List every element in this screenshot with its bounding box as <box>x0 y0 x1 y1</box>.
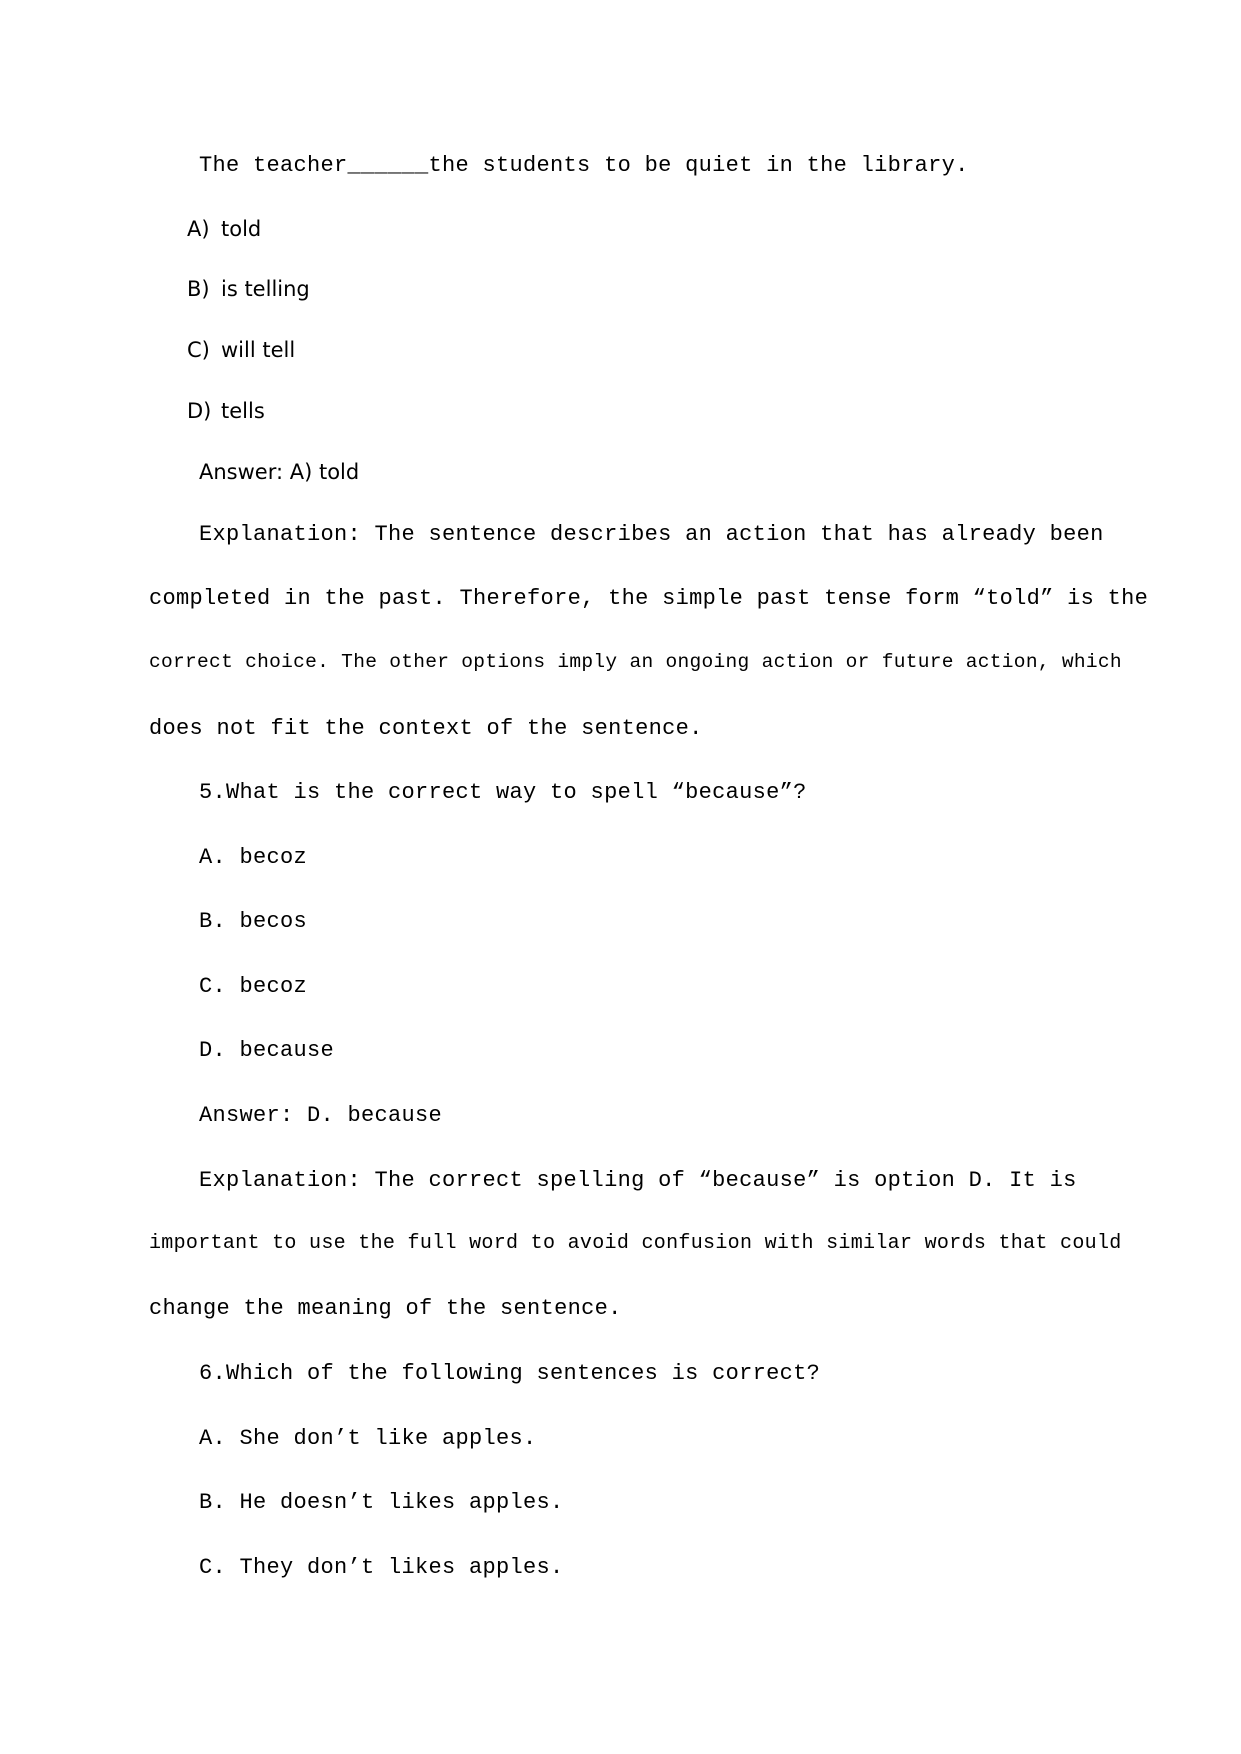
explanation-line: Explanation: The sentence describes an action that has already been <box>199 522 1104 547</box>
answer-line: Answer: D. because <box>199 1103 443 1128</box>
option-text: tells <box>221 399 265 423</box>
explanation-line: Explanation: The correct spelling of “because” is option D. It is <box>199 1168 1077 1193</box>
option-text: is telling <box>221 277 310 301</box>
explanation-line: change the meaning of the sentence. <box>149 1296 622 1321</box>
option-d <box>187 401 265 422</box>
explanation-text: completed in the past. Therefore, the simple past tense form “told” is the <box>149 586 1149 611</box>
option-letter: C) <box>187 338 210 362</box>
option-a: A. She don’t like apples. <box>199 1426 537 1451</box>
option-text: will tell <box>221 338 296 362</box>
option-text: told <box>221 217 262 241</box>
explanation-line: does not fit the context of the sentence. <box>149 716 703 741</box>
option-letter: A) <box>187 217 210 241</box>
option-a <box>187 219 261 240</box>
question-stem: 6.Which of the following sentences is correct? <box>199 1361 821 1386</box>
question-stem: The teacher______the students to be quiet in the library. <box>199 153 969 178</box>
option-a: A. becoz <box>199 845 308 870</box>
option-c: C. They don’t likes apples. <box>199 1555 564 1580</box>
question-stem: 5.What is the correct way to spell “because”? <box>199 780 807 805</box>
option-d: D. because <box>199 1038 335 1063</box>
option-b: B. He doesn’t likes apples. <box>199 1490 564 1515</box>
option-c: C. becoz <box>199 974 308 999</box>
option-letter: B) <box>187 277 210 301</box>
explanation-line <box>149 586 1149 611</box>
explanation-line: correct choice. The other options imply an ongoing action or future action, which <box>149 651 1122 673</box>
option-letter: D) <box>187 399 212 423</box>
answer-line: Answer: A) told <box>199 460 360 484</box>
option-b: B. becos <box>199 909 308 934</box>
option-c <box>187 340 295 361</box>
explanation-line: important to use the full word to avoid confusion with similar words that could <box>149 1232 1122 1255</box>
option-b <box>187 279 310 300</box>
